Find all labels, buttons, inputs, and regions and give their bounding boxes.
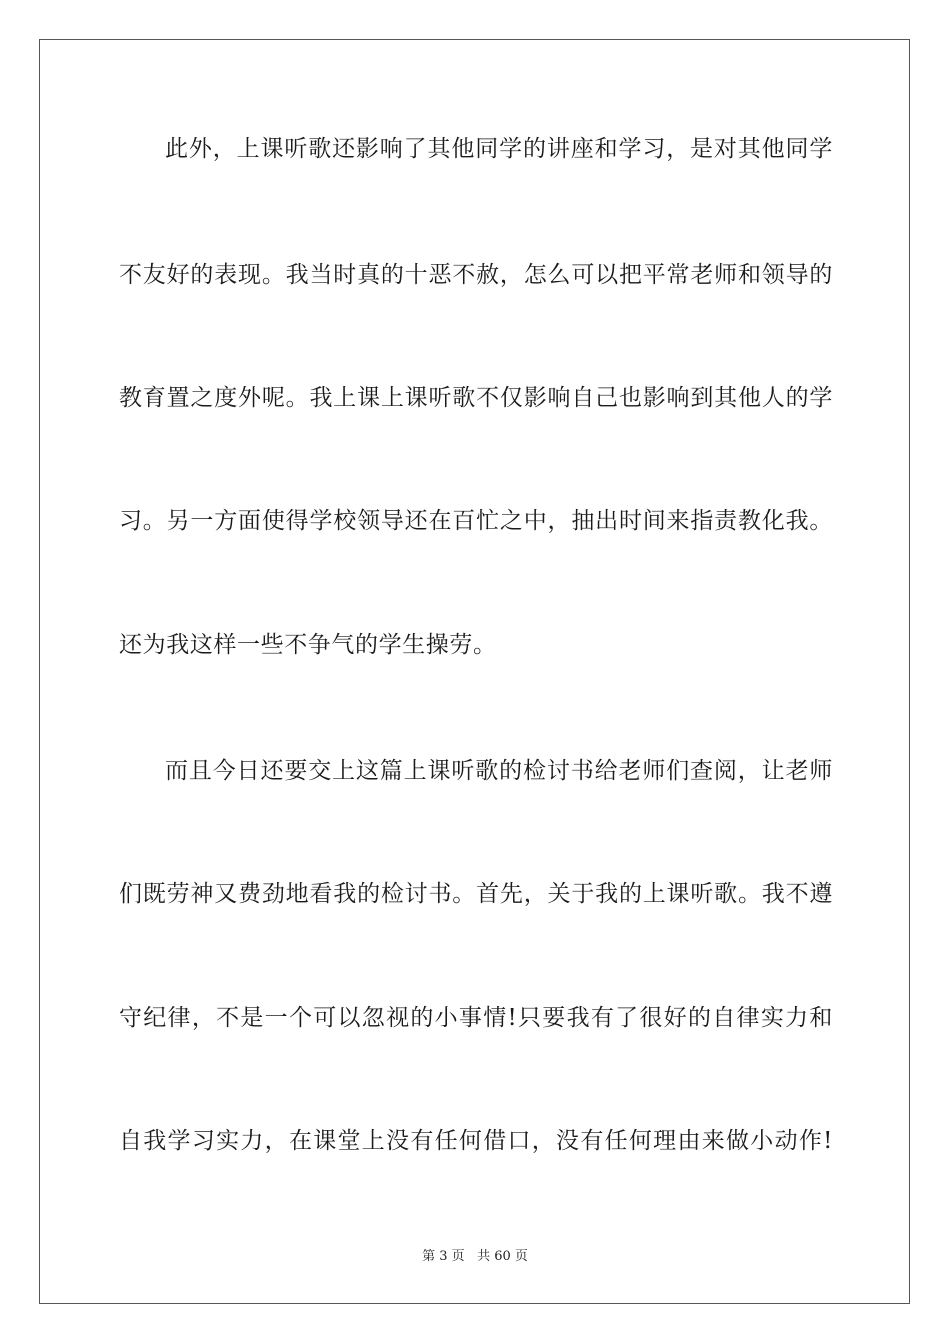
text-line-4: 习。另一方面使得学校领导还在百忙之中，抽出时间来指责教化我。 <box>119 508 833 534</box>
text-line-1: 此外，上课听歌还影响了其他同学的讲座和学习，是对其他同学 <box>165 136 833 162</box>
text-line-6: 而且今日还要交上这篇上课听歌的检讨书给老师们查阅，让老师 <box>165 758 833 784</box>
page-border <box>39 39 910 1304</box>
text-line-8: 守纪律，不是一个可以忽视的小事情!只要我有了很好的自律实力和 <box>119 1005 833 1031</box>
text-line-9: 自我学习实力，在课堂上没有任何借口，没有任何理由来做小动作! <box>119 1128 833 1154</box>
text-line-3: 教育置之度外呢。我上课上课听歌不仅影响自己也影响到其他人的学 <box>119 385 833 411</box>
page-total: 共 60 页 <box>477 1249 528 1264</box>
text-line-5: 还为我这样一些不争气的学生操劳。 <box>119 632 497 658</box>
page-footer <box>0 1248 950 1266</box>
text-line-2: 不友好的表现。我当时真的十恶不赦，怎么可以把平常老师和领导的 <box>119 262 833 288</box>
page-number: 第 3 页 <box>422 1249 465 1264</box>
text-line-7: 们既劳神又费劲地看我的检讨书。首先，关于我的上课听歌。我不遵 <box>119 881 833 907</box>
